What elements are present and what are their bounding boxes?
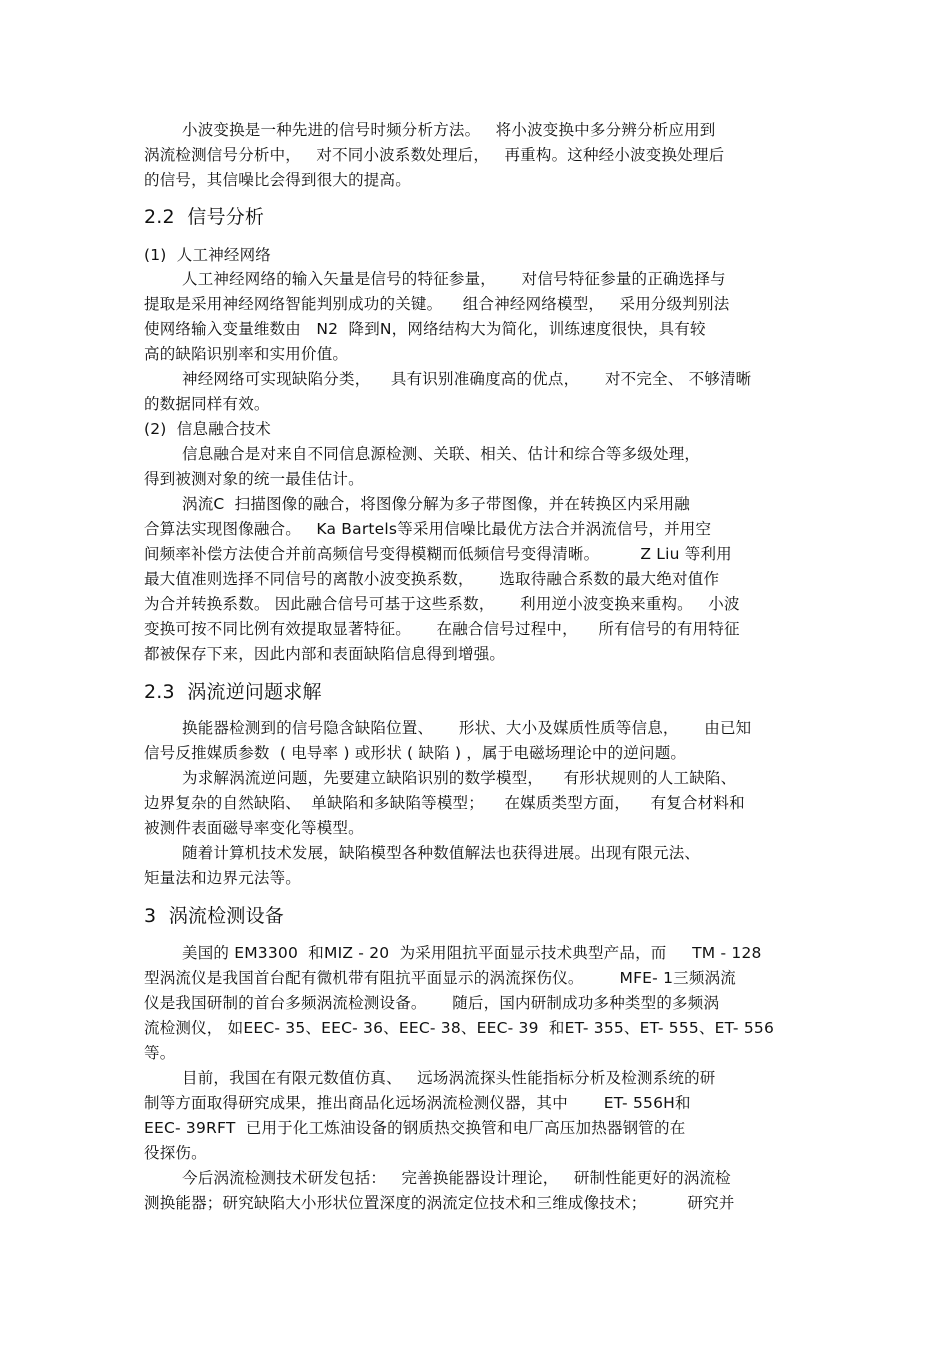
paragraph-line: 提取是采用神经网络智能判别成功的关键。 组合神经网络模型， 采用分级判别法 — [144, 295, 730, 313]
paragraph-line: 人工神经网络的输入矢量是信号的特征参量， 对信号特征参量的正确选择与 — [182, 270, 726, 288]
paragraph-line: 仪是我国研制的首台多频涡流检测设备。 随后，国内研制成功多种类型的多频涡 — [144, 994, 720, 1012]
paragraph-line: 随着计算机技术发展，缺陷模型各种数值解法也获得进展。出现有限元法、 — [182, 844, 701, 862]
paragraph-line: 涡流检测信号分析中， 对不同小波系数处理后， 再重构。这种经小波变换处理后 — [144, 146, 725, 164]
paragraph-line: 的数据同样有效。 — [144, 395, 270, 413]
paragraph-line: 等。 — [144, 1044, 176, 1062]
section-heading-2-2: 2.2 信号分析 — [144, 206, 265, 228]
paragraph-line: 合算法实现图像融合。 Ka Bartels等采用信噪比最优方法合并涡流信号，并用空 — [144, 520, 712, 538]
paragraph-line: 神经网络可实现缺陷分类， 具有识别准确度高的优点， 对不完全、 不够清晰 — [182, 370, 752, 388]
paragraph-line: 高的缺陷识别率和实用价值。 — [144, 345, 349, 363]
paragraph-line: 制等方面取得研究成果，推出商品化远场涡流检测仪器，其中 ET- 556H和 — [144, 1094, 691, 1112]
paragraph-line: 役探伤。 — [144, 1144, 207, 1162]
paragraph-line: 小波变换是一种先进的信号时频分析方法。 将小波变换中多分辨分析应用到 — [182, 121, 716, 139]
paragraph-line: 涡流C 扫描图像的融合，将图像分解为多子带图像，并在转换区内采用融 — [182, 495, 690, 513]
paragraph-line: 测换能器；研究缺陷大小形状位置深度的涡流定位技术和三维成像技术； 研究并 — [144, 1194, 735, 1212]
paragraph-line: 为求解涡流逆问题，先要建立缺陷识别的数学模型， 有形状规则的人工缺陷、 — [182, 769, 737, 787]
paragraph-line: 今后涡流检测技术研发包括： 完善换能器设计理论， 研制性能更好的涡流检 — [182, 1169, 731, 1187]
paragraph-line: 间频率补偿方法使合并前高频信号变得模糊而低频信号变得清晰。 Z Liu 等利用 — [144, 545, 732, 563]
paragraph-line: 型涡流仪是我国首台配有微机带有阻抗平面显示的涡流探伤仪。 MFE- 1三频涡流 — [144, 969, 736, 987]
paragraph-line: 使网络输入变量维数由 N2 降到N，网络结构大为简化，训练速度很快，具有较 — [144, 320, 706, 338]
paragraph-line: 为合并转换系数。 因此融合信号可基于这些系数， 利用逆小波变换来重构。 小波 — [144, 595, 740, 613]
paragraph-line: 的信号，其信噪比会得到很大的提高。 — [144, 171, 411, 189]
section-heading-2-3: 2.3 涡流逆问题求解 — [144, 681, 322, 703]
paragraph-line: 变换可按不同比例有效提取显著特征。 在融合信号过程中， 所有信号的有用特征 — [144, 620, 740, 638]
section-heading-3: 3 涡流检测设备 — [144, 905, 284, 927]
paragraph-line: 流检测仪， 如EEC- 35、EEC- 36、EEC- 38、EEC- 39 和ET- 355、ET- 555、ET- 556 — [144, 1019, 775, 1037]
paragraph-line: 被测件表面磁导率变化等模型。 — [144, 819, 364, 837]
paragraph-line: 都被保存下来，因此内部和表面缺陷信息得到增强。 — [144, 645, 506, 663]
paragraph-line: 矩量法和边界元法等。 — [144, 869, 302, 887]
paragraph-line: 最大值准则选择不同信号的离散小波变换系数， 选取待融合系数的最大绝对值作 — [144, 570, 720, 588]
paragraph-line: EEC- 39RFT 已用于化工炼油设备的钢质热交换管和电厂高压加热器钢管的在 — [144, 1119, 686, 1137]
paragraph-line: 目前，我国在有限元数值仿真、 远场涡流探头性能指标分析及检测系统的研 — [182, 1069, 716, 1087]
subsection-title-neural-network: (1) 人工神经网络 — [144, 246, 272, 264]
paragraph-line: 信号反推媒质参数 ( 电导率 ) 或形状 ( 缺陷 ) ，属于电磁场理论中的逆问题。 — [144, 744, 687, 762]
paragraph-line: 美国的 EM3300 和MIZ - 20 为采用阻抗平面显示技术典型产品，而 TM - 128 — [182, 944, 762, 962]
paragraph-line: 换能器检测到的信号隐含缺陷位置、 形状、大小及媒质性质等信息， 由已知 — [182, 719, 752, 737]
subsection-title-info-fusion: (2) 信息融合技术 — [144, 420, 272, 438]
paragraph-line: 得到被测对象的统一最佳估计。 — [144, 470, 364, 488]
paragraph-line: 边界复杂的自然缺陷、 单缺陷和多缺陷等模型； 在媒质类型方面， 有复合材料和 — [144, 794, 745, 812]
paragraph-line: 信息融合是对来自不同信息源检测、关联、相关、估计和综合等多级处理， — [182, 445, 701, 463]
